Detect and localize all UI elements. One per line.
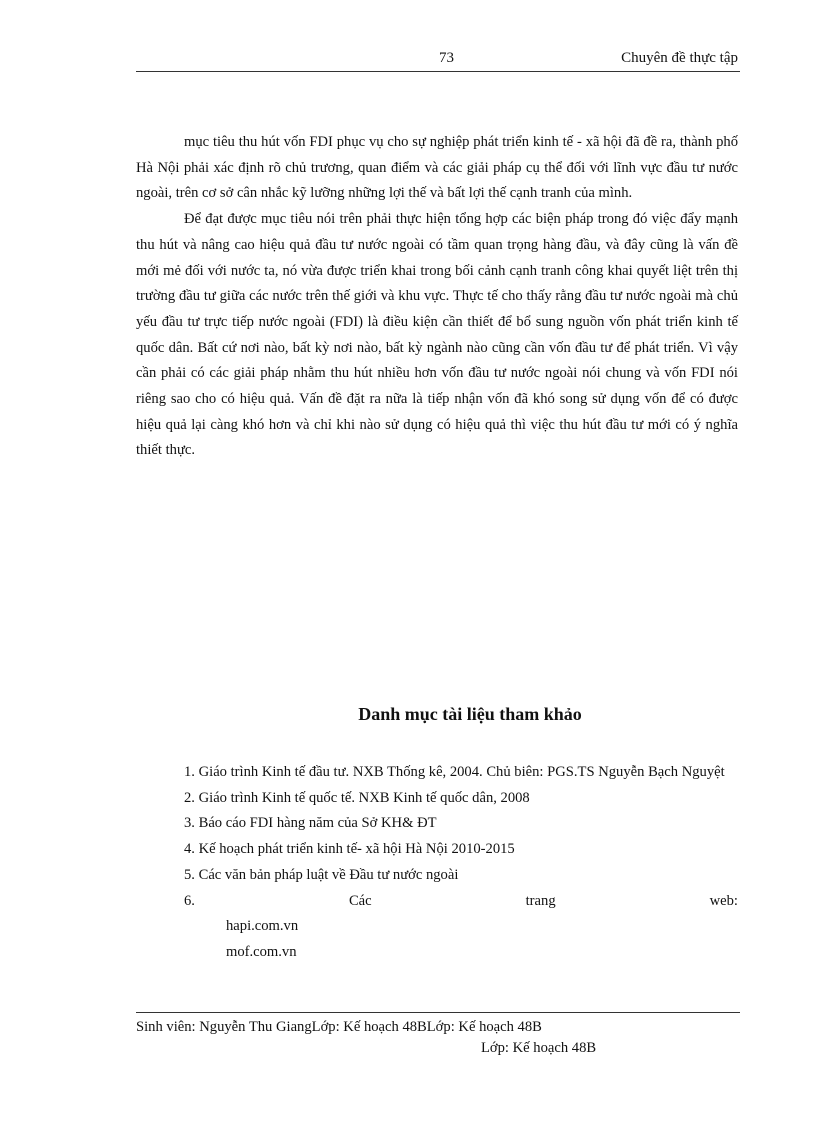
web-item-number: 6.: [184, 892, 195, 909]
reference-item: 2. Giáo trình Kinh tế quốc tế. NXB Kinh tế quốc dân, 2008: [184, 789, 530, 806]
website-entry: hapi.com.vn: [226, 918, 299, 935]
reference-item: 5. Các văn bản pháp luật về Đầu tư nước ngoài: [184, 866, 459, 883]
web-item-word: Các: [348, 892, 372, 909]
reference-item: 3. Báo cáo FDI hàng năm của Sở KH& ĐT: [184, 815, 437, 832]
references-title: Danh mục tài liệu tham khảo: [358, 704, 582, 724]
paragraph: mục tiêu thu hút vốn FDI phục vụ cho sự nghiệp phát triển kinh tế - xã hội đã đề ra, thành phố Hà Nội phải xác định rõ chủ trương, quan điểm và các giải pháp cụ thể đối với lĩnh vực đầu tư nước ngoài, trên cơ sở cân nhắc kỹ lưỡng những lợi thế và bất lợi thế cạnh tranh của mình.: [136, 134, 738, 202]
reference-item: 1. Giáo trình Kinh tế đầu tư. NXB Thống kê, 2004. Chủ biên: PGS.TS Nguyễn Bạch Nguyệt: [184, 764, 725, 780]
body-text: [136, 130, 738, 464]
reference-item: 4. Kế hoạch phát triển kinh tế- xã hội Hà Nội 2010-2015: [184, 841, 515, 858]
footer-class: Lớp: Kế hoạch 48B: [481, 1040, 597, 1056]
page-number: 73: [439, 50, 454, 66]
references-list: [136, 760, 738, 966]
footer-student: Sinh viên: Nguyễn Thu GiangLớp: Kế hoạch 48BLớp: Kế hoạch 48B: [136, 1019, 542, 1035]
paragraph: Để đạt được mục tiêu nói trên phải thực hiện tổng hợp các biện pháp trong đó việc đẩy mạnh thu hút và nâng cao hiệu quả đầu tư nước ngoài có tầm quan trọng hàng đầu, và đây cũng là vấn đề mới mẻ đối với nước ta, nó vừa được triển khai trong bối cảnh cạnh tranh công khai quyết liệt trên thị trường đầu tư giữa các nước trên thế giới và khu vực. Thực tế cho thấy rằng đầu tư nước ngoài mà chủ yếu đầu tư trực tiếp nước ngoài (FDI) là điều kiện cần thiết để bổ sung nguồn vốn phát triển kinh tế quốc dân. Bất cứ nơi nào, bất kỳ nơi nào, bất kỳ ngành nào cũng cần vốn đầu tư để phát triển. Vì vậy cần phải có các giải pháp nhằm thu hút nhiều hơn vốn đầu tư nước ngoài nói chung và vốn FDI nói riêng sao cho có hiệu quả. Vấn đề đặt ra nữa là tiếp nhận vốn đã khó song sử dụng vốn để có được hiệu quả lại càng khó hơn và chỉ khi nào sử dụng có hiệu quả thì việc thu hút đầu tư mới có ý nghĩa thiết thực.: [136, 211, 738, 459]
website-entry: mof.com.vn: [226, 943, 297, 960]
web-item-word: trang: [525, 892, 556, 909]
reference-item-web: [136, 889, 738, 915]
header-title: Chuyên đề thực tập: [621, 50, 738, 66]
web-item-word: web:: [709, 892, 738, 909]
page-header: [136, 47, 740, 72]
page-footer: [136, 1012, 740, 1059]
